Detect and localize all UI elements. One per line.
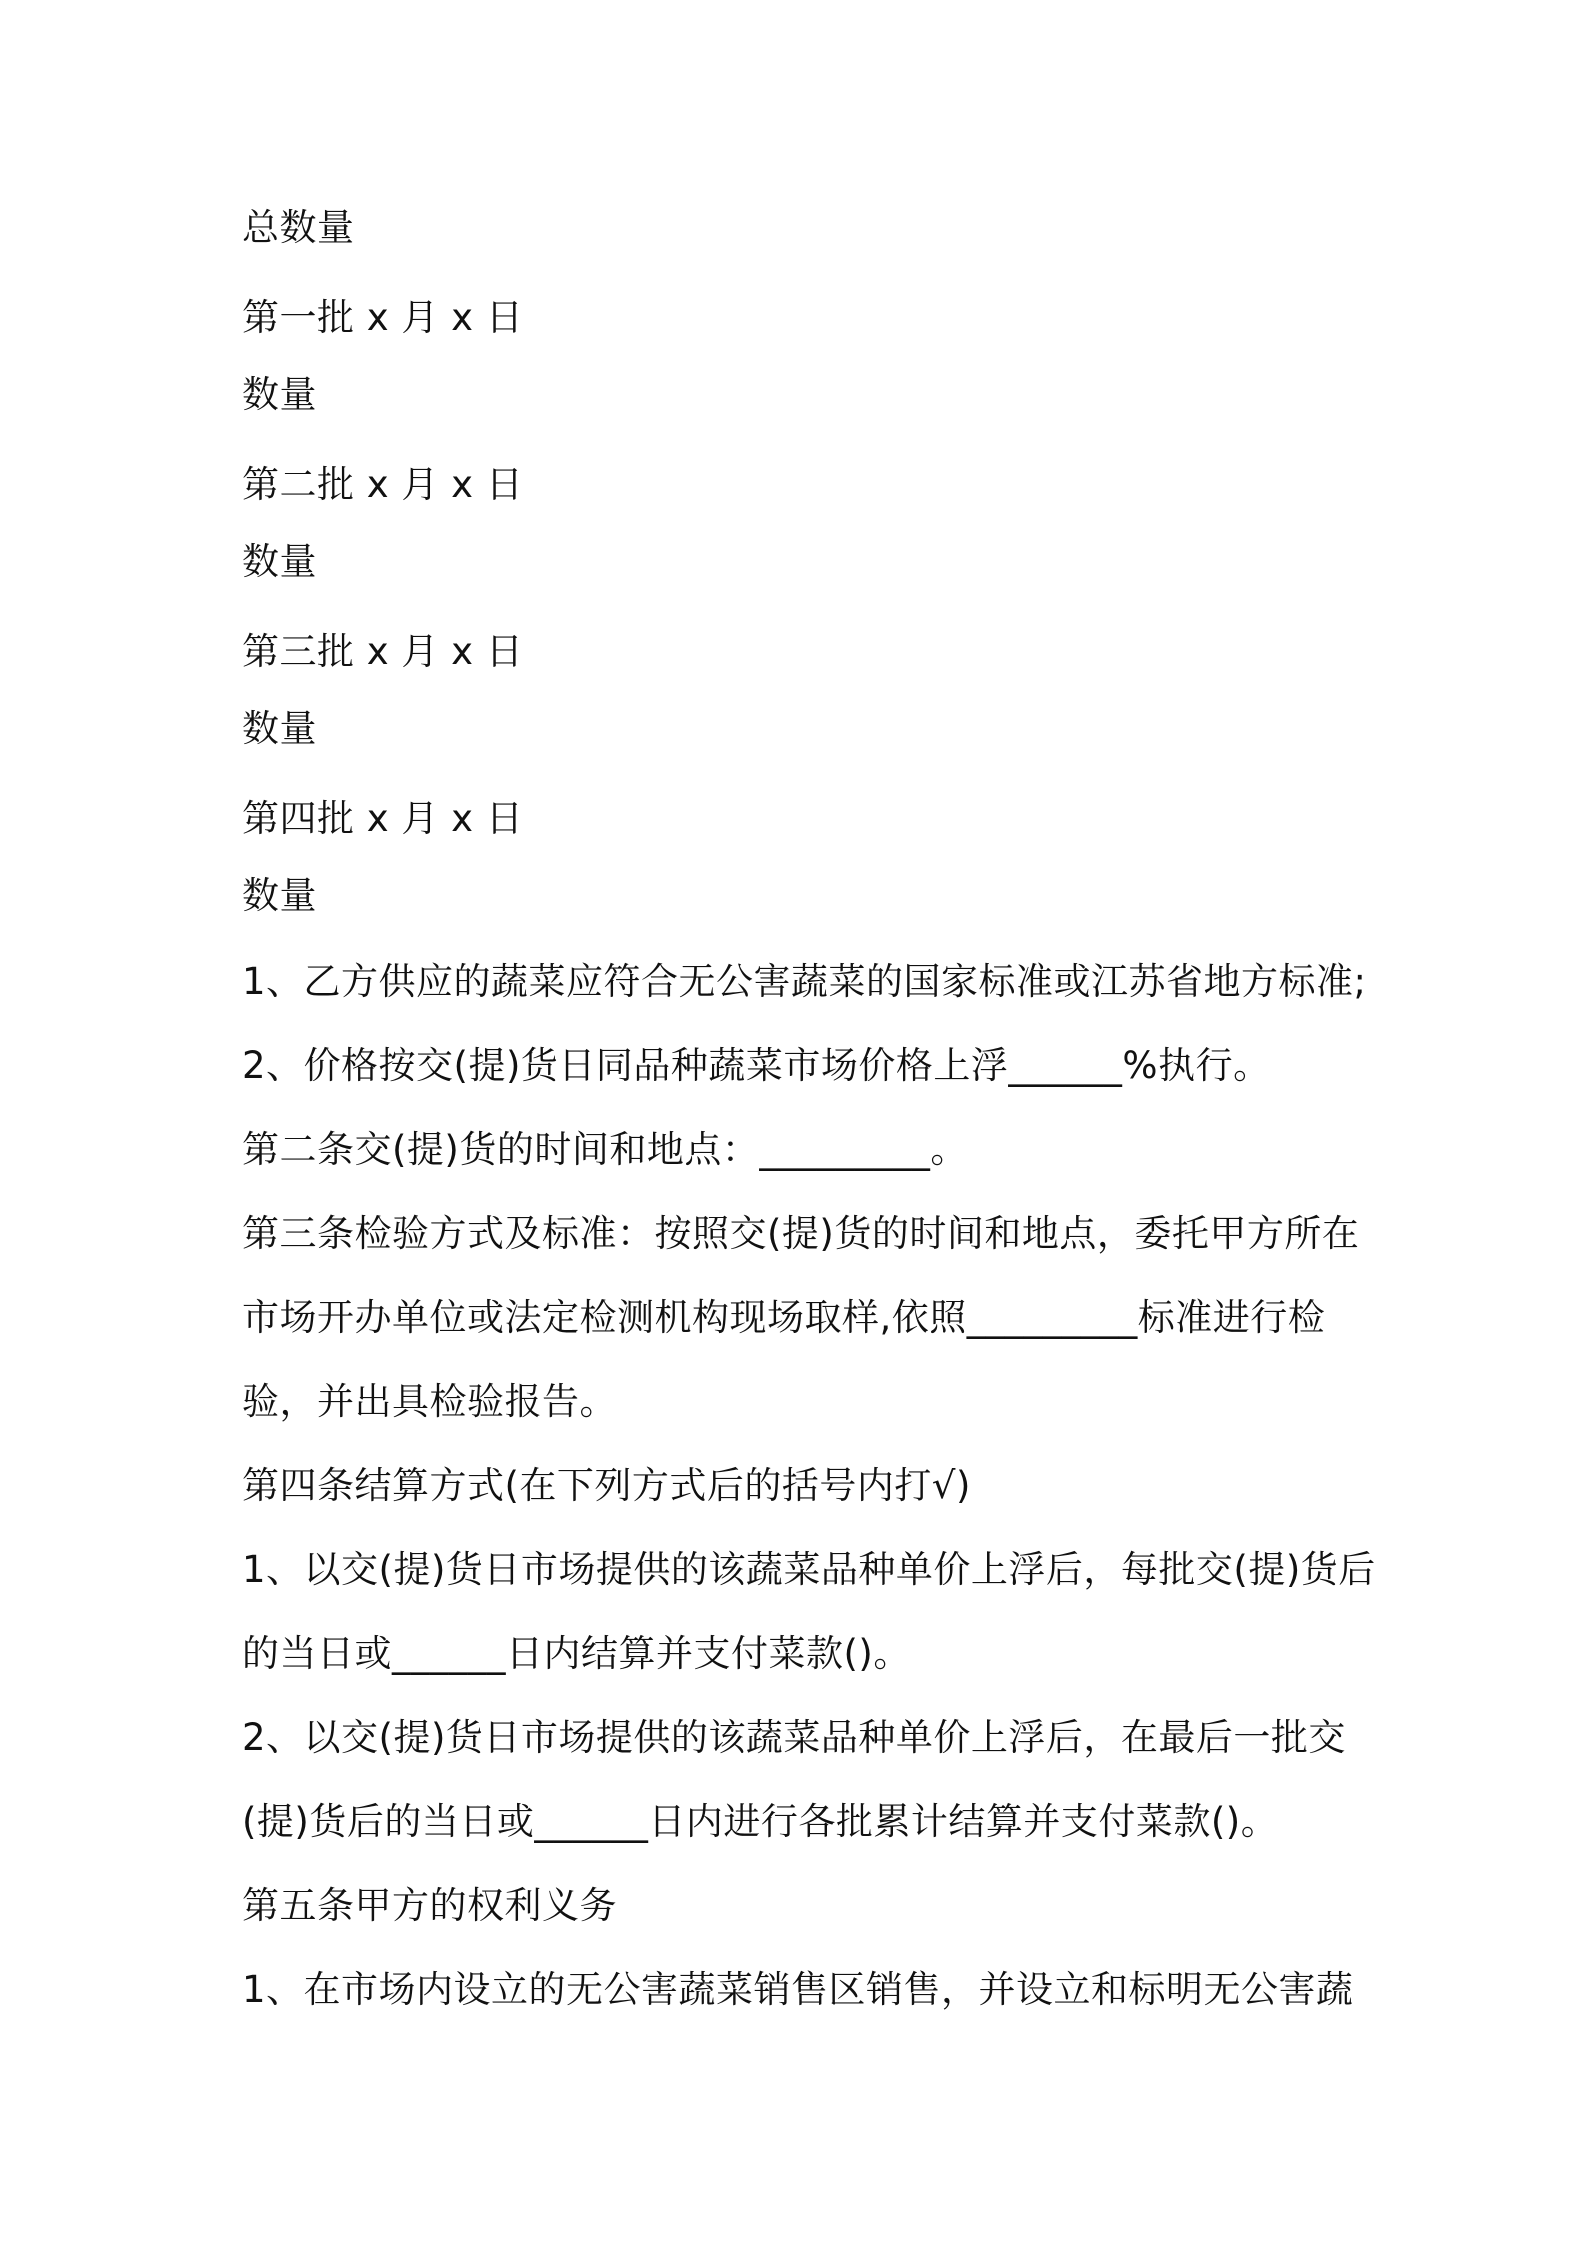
text-line-party-a-duty-1: 1、在市场内设立的无公害蔬菜销售区销售，并设立和标明无公害蔬 [242, 1968, 1354, 2011]
text-line-article-3-part-2: 市场开办单位或法定检测机构现场取样,依照_________标准进行检 [242, 1296, 1326, 1339]
text-line-batch-1-date: 第一批 x 月 x 日 [242, 296, 524, 339]
text-line-batch-4-quantity: 数量 [242, 874, 317, 917]
text-line-clause-price: 2、价格按交(提)货日同品种蔬菜市场价格上浮______%执行。 [242, 1044, 1271, 1087]
text-line-clause-standard: 1、乙方供应的蔬菜应符合无公害蔬菜的国家标准或江苏省地方标准; [242, 960, 1367, 1003]
text-line-settlement-1-part-2: 的当日或______日内结算并支付菜款()。 [242, 1632, 911, 1675]
text-line-article-3-part-3: 验，并出具检验报告。 [242, 1380, 617, 1423]
text-line-batch-2-quantity: 数量 [242, 540, 317, 583]
text-line-batch-2-date: 第二批 x 月 x 日 [242, 463, 524, 506]
text-line-article-5: 第五条甲方的权利义务 [242, 1884, 617, 1927]
text-line-batch-1-quantity: 数量 [242, 373, 317, 416]
text-line-article-2: 第二条交(提)货的时间和地点：_________。 [242, 1128, 968, 1171]
text-line-batch-4-date: 第四批 x 月 x 日 [242, 797, 524, 840]
text-line-batch-3-date: 第三批 x 月 x 日 [242, 630, 524, 673]
text-line-article-4: 第四条结算方式(在下列方式后的括号内打√) [242, 1464, 971, 1507]
text-line-total-quantity: 总数量 [242, 206, 355, 249]
text-line-settlement-2-part-2: (提)货后的当日或______日内进行各批累计结算并支付菜款()。 [242, 1800, 1279, 1843]
text-line-settlement-1-part-1: 1、以交(提)货日市场提供的该蔬菜品种单价上浮后，每批交(提)货后 [242, 1548, 1376, 1591]
text-line-batch-3-quantity: 数量 [242, 707, 317, 750]
text-line-settlement-2-part-1: 2、以交(提)货日市场提供的该蔬菜品种单价上浮后，在最后一批交 [242, 1716, 1346, 1759]
text-line-article-3-part-1: 第三条检验方式及标准：按照交(提)货的时间和地点，委托甲方所在 [242, 1212, 1360, 1255]
